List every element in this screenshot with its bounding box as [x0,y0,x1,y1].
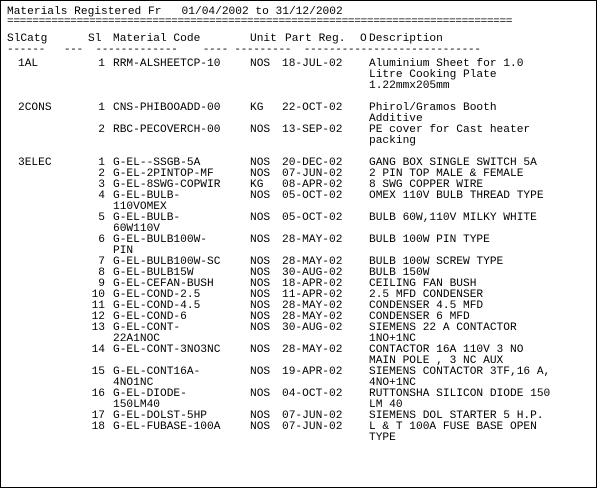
material-code-cell: G-EL-BULB100W-SC [113,256,221,268]
unit-cell: NOS [250,267,271,279]
category-cell: 2CONS [18,102,52,114]
header-description: Description [369,33,443,45]
material-code-cell: G-EL-COND-4.5 [113,300,201,312]
description-cell: CEILING FAN BUSH [369,278,477,290]
description-cell: 1NO+1NC [369,333,416,345]
serial-cell: 13 [91,322,105,334]
material-code-cell: 110VOMEX [113,201,167,213]
material-code-cell: G-EL-CONT-3NO3NC [113,344,221,356]
part-reg-cell: 04-OCT-02 [282,388,343,400]
description-cell: CONTACTOR 16A 110V 3 NO [369,344,524,356]
material-code-cell: 4NO1NC [113,377,154,389]
serial-cell: 2 [98,124,105,136]
description-cell: CONDENSER 4.5 MFD [369,300,484,312]
material-code-cell: 60W110V [113,223,160,235]
serial-cell: 1 [98,157,105,169]
part-reg-cell: 28-MAY-02 [282,234,343,246]
serial-cell: 16 [91,388,105,400]
part-reg-cell: 22-OCT-02 [282,102,343,114]
description-cell: GANG BOX SINGLE SWITCH 5A [369,157,537,169]
description-cell: Litre Cooking Plate [369,69,497,81]
header-o: O [360,33,367,45]
material-code-cell: G-EL-BULB- [113,190,181,202]
serial-cell: 17 [91,410,105,422]
title-rule: ================================================================================ [7,16,513,28]
serial-cell: 1 [98,58,105,70]
header-underline: ------ --- ------------- ---- --------- ---------------------------- [7,44,481,56]
serial-cell: 3 [98,179,105,191]
description-cell: BULB 100W PIN TYPE [369,234,490,246]
part-reg-cell: 28-MAY-02 [282,300,343,312]
unit-cell: NOS [250,234,271,246]
part-reg-cell: 18-APR-02 [282,278,343,290]
unit-cell: NOS [250,256,271,268]
material-code-cell: 22A1NOC [113,333,160,345]
material-code-cell: G-EL-CONT- [113,322,181,334]
material-code-cell: G-EL-8SWG-COPWIR [113,179,221,191]
material-code-cell: CNS-PHIBOOADD-00 [113,102,221,114]
description-cell: TYPE [369,432,396,444]
material-code-cell: G-EL-BULB100W- [113,234,207,246]
unit-cell: NOS [250,157,271,169]
part-reg-cell: 05-OCT-02 [282,190,343,202]
unit-cell: NOS [250,366,271,378]
unit-cell: NOS [250,278,271,290]
description-cell: Additive [369,113,423,125]
description-cell: Aluminium Sheet for 1.0 [369,58,524,70]
part-reg-cell: 28-MAY-02 [282,311,343,323]
header-part-reg: Part Reg. [285,33,346,45]
description-cell: L & T 100A FUSE BASE OPEN [369,421,537,433]
unit-cell: NOS [250,58,271,70]
unit-cell: NOS [250,388,271,400]
material-code-cell: G-EL-COND-6 [113,311,187,323]
material-code-cell: G-EL-DIODE- [113,388,187,400]
unit-cell: KG [250,179,264,191]
unit-cell: NOS [250,212,271,224]
serial-cell: 5 [98,212,105,224]
part-reg-cell: 13-SEP-02 [282,124,343,136]
serial-cell: 11 [91,300,105,312]
unit-cell: NOS [250,344,271,356]
part-reg-cell: 28-MAY-02 [282,256,343,268]
description-cell: SIEMENS CONTACTOR 3TF,16 A, [369,366,551,378]
unit-cell: NOS [250,168,271,180]
description-cell: 2 PIN TOP MALE & FEMALE [369,168,524,180]
part-reg-cell: 07-JUN-02 [282,168,343,180]
material-code-cell: G-EL-CONT16A- [113,366,201,378]
description-cell: SIEMENS 22 A CONTACTOR [369,322,517,334]
description-cell: 4NO+1NC [369,377,416,389]
material-code-cell: G-EL-BULB- [113,212,181,224]
part-reg-cell: 11-APR-02 [282,289,343,301]
serial-cell: 15 [91,366,105,378]
part-reg-cell: 30-AUG-02 [282,322,343,334]
part-reg-cell: 20-DEC-02 [282,157,343,169]
serial-cell: 6 [98,234,105,246]
material-code-cell: RBC-PECOVERCH-00 [113,124,221,136]
description-cell: Phirol/Gramos Booth [369,102,497,114]
unit-cell: NOS [250,124,271,136]
part-reg-cell: 08-APR-02 [282,179,343,191]
serial-cell: 9 [98,278,105,290]
report-title: Materials Registered Fr 01/04/2002 to 31/12/2002 [7,6,343,18]
description-cell: 1.22mmx205mm [369,80,450,92]
category-cell: 1AL [18,58,39,70]
part-reg-cell: 18-JUL-02 [282,58,343,70]
description-cell: 8 SWG COPPER WIRE [369,179,484,191]
part-reg-cell: 07-JUN-02 [282,410,343,422]
part-reg-cell: 19-APR-02 [282,366,343,378]
part-reg-cell: 28-MAY-02 [282,344,343,356]
material-code-cell: G-EL-COND-2.5 [113,289,201,301]
description-cell: LM 40 [369,399,403,411]
serial-cell: 10 [91,289,105,301]
material-code-cell: G-EL-2PINTOP-MF [113,168,214,180]
description-cell: 2.5 MFD CONDENSER [369,289,484,301]
serial-cell: 2 [98,168,105,180]
header-unit: Unit [250,33,277,45]
unit-cell: KG [250,102,264,114]
header-material-code: Material Code [113,33,201,45]
unit-cell: NOS [250,300,271,312]
part-reg-cell: 05-OCT-02 [282,212,343,224]
description-cell: SIEMENS DOL STARTER 5 H.P. [369,410,544,422]
description-cell: OMEX 110V BULB THREAD TYPE [369,190,544,202]
serial-cell: 7 [98,256,105,268]
description-cell: BULB 60W,110V MILKY WHITE [369,212,537,224]
material-code-cell: G-EL-BULB15W [113,267,194,279]
description-cell: packing [369,135,416,147]
unit-cell: NOS [250,410,271,422]
serial-cell: 12 [91,311,105,323]
header-sl: Sl [88,33,102,45]
unit-cell: NOS [250,322,271,334]
material-code-cell: G-EL-FUBASE-100A [113,421,221,433]
description-cell: BULB 150W [369,267,430,279]
description-cell: BULB 100W SCREW TYPE [369,256,504,268]
material-code-cell: 150LM40 [113,399,160,411]
unit-cell: NOS [250,421,271,433]
part-reg-cell: 07-JUN-02 [282,421,343,433]
unit-cell: NOS [250,289,271,301]
description-cell: MAIN POLE , 3 NC AUX [369,355,504,367]
serial-cell: 14 [91,344,105,356]
description-cell: CONDENSER 6 MFD [369,311,470,323]
unit-cell: NOS [250,311,271,323]
description-cell: PE cover for Cast heater [369,124,531,136]
material-code-cell: G-EL-DOLST-5HP [113,410,207,422]
header-slcatg: SlCatg [7,33,48,45]
description-cell: RUTTONSHA SILICON DIODE 150 [369,388,551,400]
material-code-cell: RRM-ALSHEETCP-10 [113,58,221,70]
material-code-cell: G-EL-CEFAN-BUSH [113,278,214,290]
serial-cell: 18 [91,421,105,433]
serial-cell: 1 [98,102,105,114]
part-reg-cell: 30-AUG-02 [282,267,343,279]
material-code-cell: PIN [113,245,134,257]
serial-cell: 8 [98,267,105,279]
serial-cell: 4 [98,190,105,202]
category-cell: 3ELEC [18,157,52,169]
unit-cell: NOS [250,190,271,202]
material-code-cell: G-EL--SSGB-5A [113,157,201,169]
